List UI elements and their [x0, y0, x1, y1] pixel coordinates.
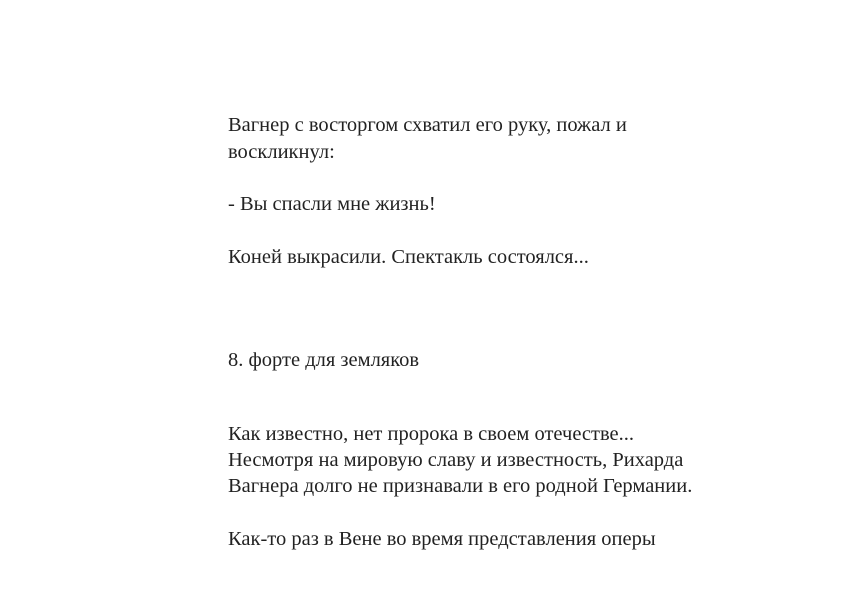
paragraph-4-line-1: Как известно, нет пророка в своем отечестве... [228, 423, 635, 445]
section-heading: 8. форте для земляков [228, 349, 420, 371]
paragraph-4-line-2: Несмотря на мировую славу и известность, Рихарда [228, 449, 684, 471]
paragraph-3: Коней выкрасили. Спектакль состоялся... [228, 246, 589, 268]
paragraph-2: - Вы спасли мне жизнь! [228, 193, 436, 215]
paragraph-1-line-1: Вагнер с восторгом схватил его руку, пожал и [228, 114, 627, 136]
paragraph-1-line-2: воскликнул: [228, 141, 335, 163]
paragraph-4-line-3: Вагнера долго не признавали в его родной Германии. [228, 475, 693, 497]
paragraph-5: Как-то раз в Вене во время представления оперы [228, 528, 656, 550]
